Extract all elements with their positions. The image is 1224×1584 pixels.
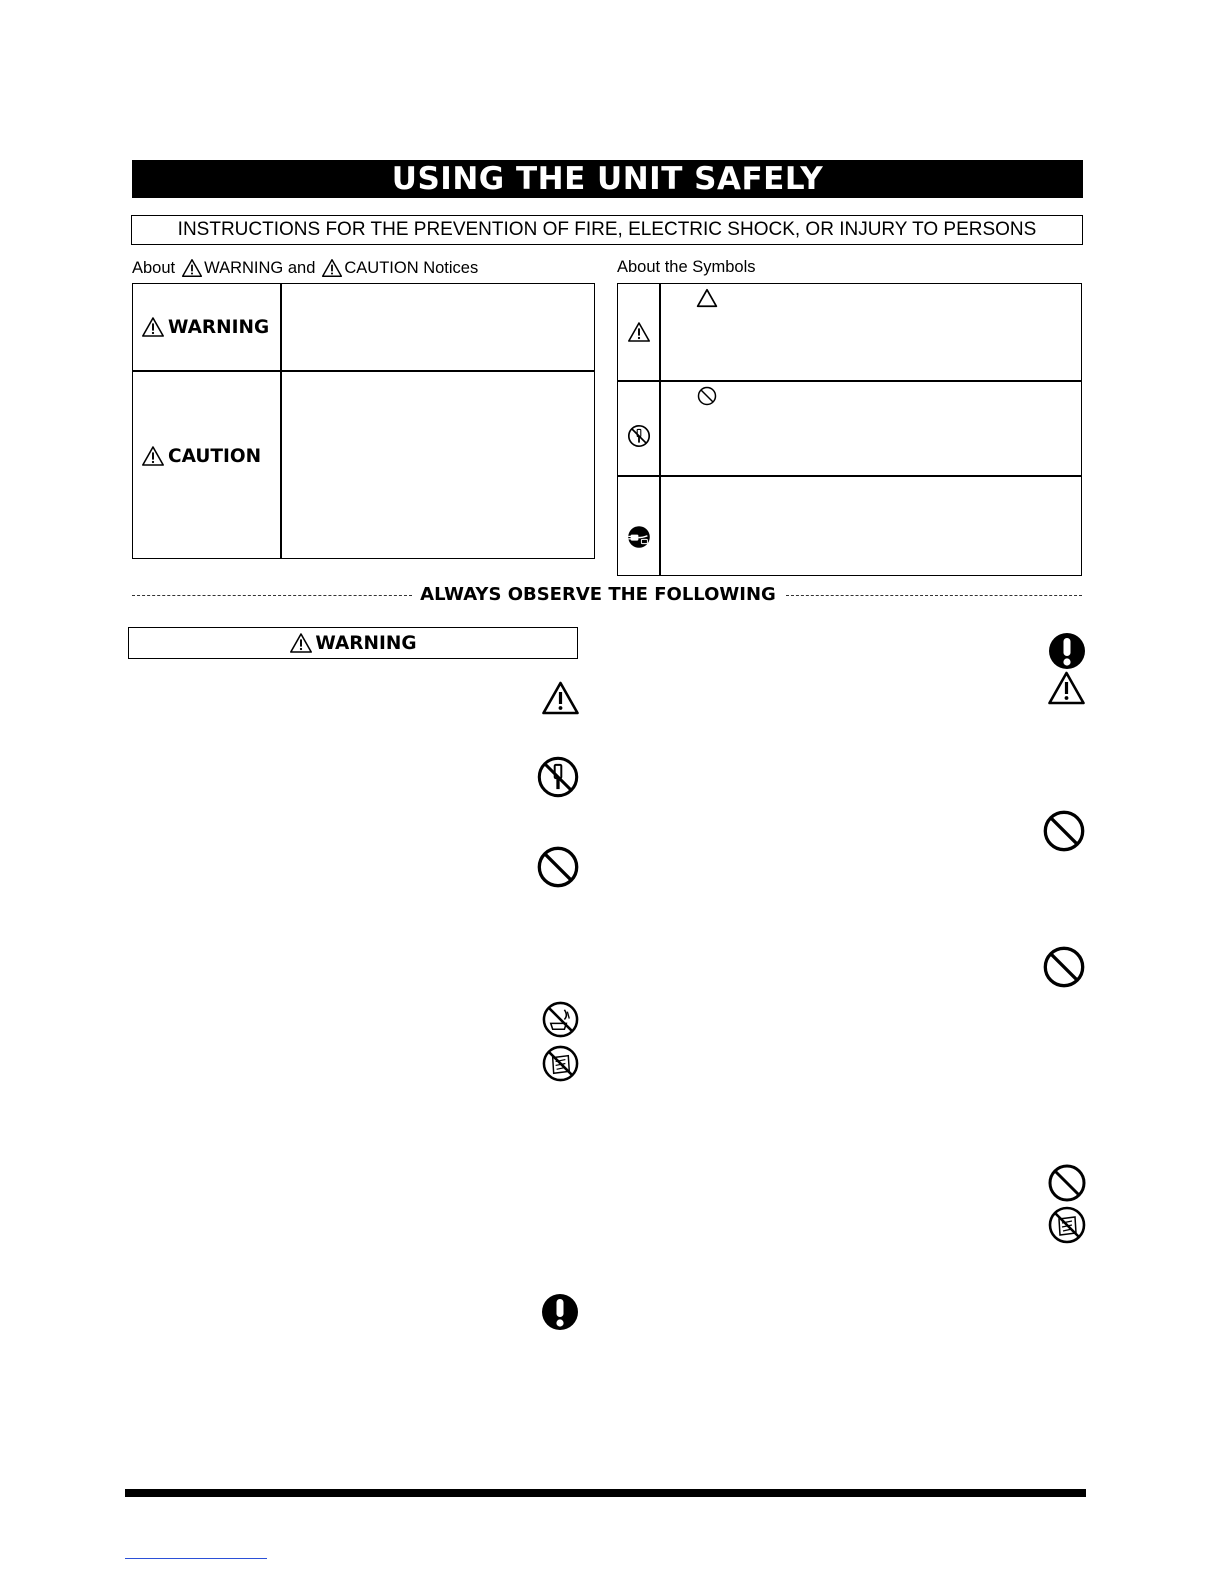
prohibited-icon [1042, 945, 1086, 989]
always-observe-heading: ALWAYS OBSERVE THE FOLLOWING [412, 584, 784, 605]
page-title: USING THE UNIT SAFELY [132, 160, 1083, 198]
triangle-outline-icon [696, 288, 718, 308]
warning-label-text: WARNING [168, 316, 270, 338]
no-wet-hands-icon [1047, 1205, 1087, 1245]
no-disassemble-icon [536, 755, 580, 799]
warning-triangle-icon [540, 680, 581, 716]
must-do-icon [540, 1292, 580, 1332]
no-wet-hands-icon [541, 1044, 580, 1083]
caution-label-text: CAUTION [168, 445, 262, 467]
prohibited-icon [696, 386, 718, 406]
table-divider [133, 370, 594, 372]
warning-section-label: WARNING [315, 632, 417, 654]
notices-heading [132, 258, 478, 278]
footer-link-underline [125, 1558, 267, 1559]
symbols-heading: About the Symbols [617, 258, 756, 276]
warning-triangle-icon [321, 258, 343, 278]
unplug-icon [627, 525, 651, 549]
caution-notice-label [141, 445, 261, 467]
bottom-rule [125, 1489, 1086, 1497]
prohibited-icon [1047, 1163, 1087, 1203]
dashed-divider-right [786, 595, 1082, 596]
dashed-divider-left [132, 595, 412, 596]
warning-section-header [128, 627, 578, 659]
no-water-icon [541, 1000, 580, 1039]
prohibited-icon [536, 845, 580, 889]
notices-heading-warning: WARNING and [204, 258, 316, 277]
must-do-icon [1047, 631, 1087, 671]
table-divider [618, 380, 1081, 382]
no-disassemble-icon [627, 424, 651, 448]
symbols-table [617, 283, 1082, 576]
warning-triangle-icon [289, 632, 313, 654]
warning-triangle-icon [627, 320, 651, 344]
warning-triangle-icon [141, 316, 165, 338]
table-divider [659, 284, 661, 575]
warning-triangle-icon [1046, 670, 1087, 706]
notices-heading-caution: CAUTION Notices [344, 258, 479, 277]
warning-triangle-icon [181, 258, 203, 278]
table-divider [618, 475, 1081, 477]
warning-notice-label [141, 316, 269, 338]
instructions-subtitle: INSTRUCTIONS FOR THE PREVENTION OF FIRE, ELECTRIC SHOCK, OR INJURY TO PERSONS [131, 215, 1083, 245]
table-divider [280, 284, 282, 558]
prohibited-icon [1042, 809, 1086, 853]
notices-heading-about: About [132, 258, 176, 277]
warning-triangle-icon [141, 445, 165, 467]
notices-table [132, 283, 595, 559]
